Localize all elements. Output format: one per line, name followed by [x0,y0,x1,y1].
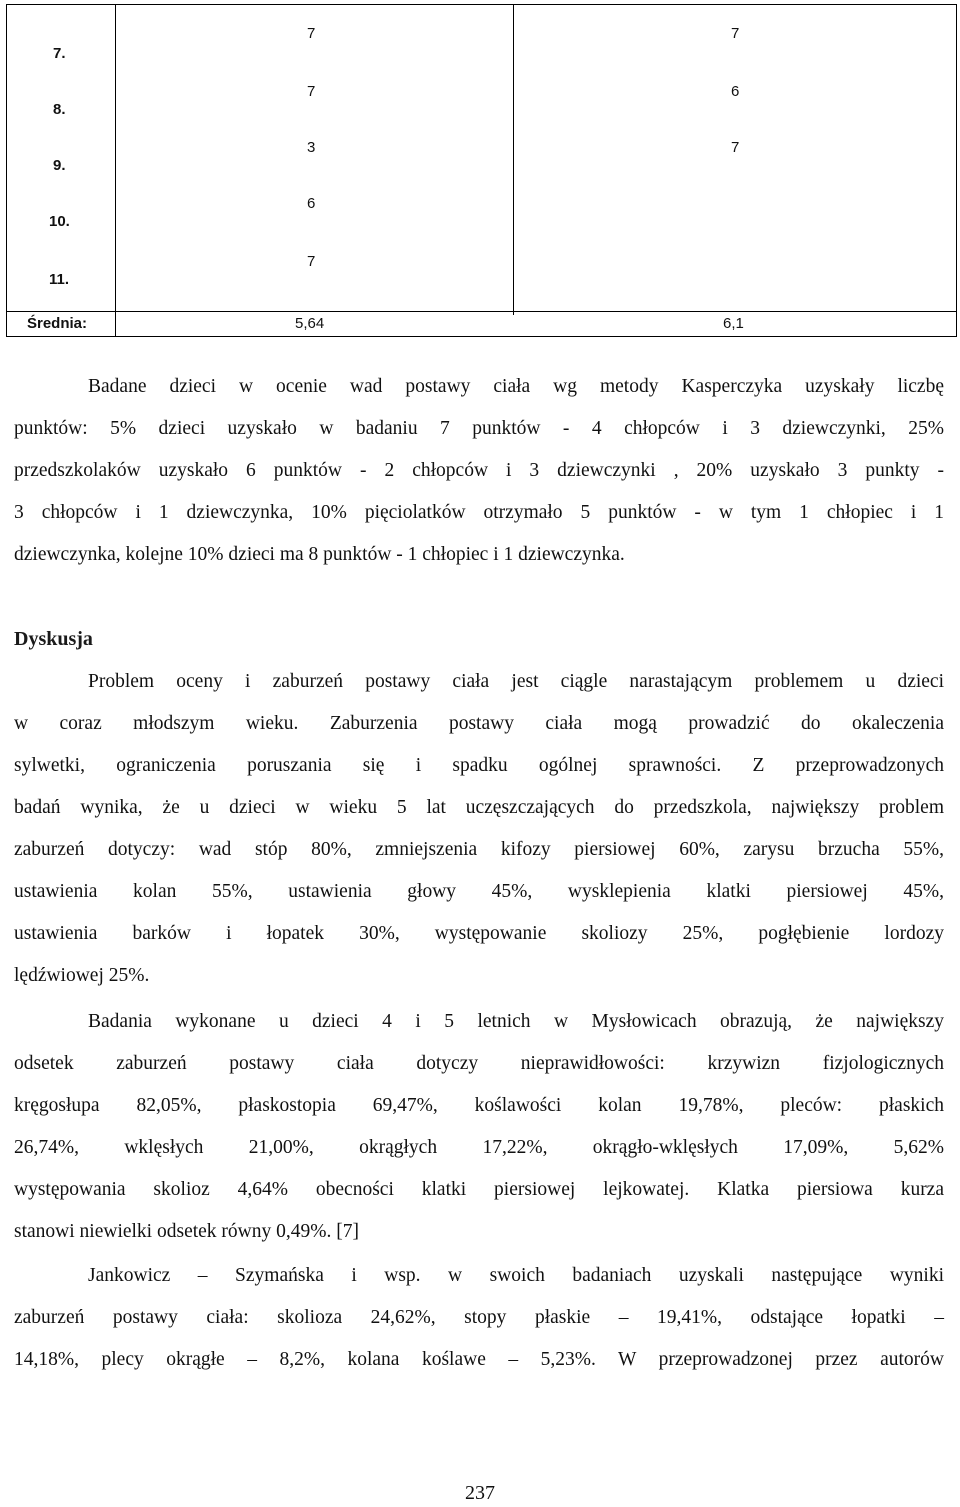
value-cell: 7 [731,25,740,42]
text-line: ustawienia kolan 55%, ustawienia głowy 45%, wysklepienia klatki piersiowej 45%, [14,881,944,902]
text-line: badań wynika, że u dzieci w wieku 5 lat uczęszczających do przedszkola, największy problem [14,797,944,818]
text-line: Badane dzieci w ocenie wad postawy ciała wg metody Kasperczyka uzyskały liczbę [88,376,944,397]
text-line: zaburzeń postawy ciała: skolioza 24,62%, stopy płaskie – 19,41%, odstające łopatki – [14,1307,944,1328]
average-label: Średnia: [27,315,88,332]
page-number: 237 [465,1482,495,1504]
row-number: 8. [53,101,66,118]
table-divider [7,311,956,312]
row-number: 11. [49,271,70,288]
paragraph-jankowicz [14,1255,944,1381]
paragraph-myslowice [14,1001,944,1253]
row-number: 7. [53,45,66,62]
row-number: 10. [49,213,70,230]
section-heading: Dyskusja [14,628,93,650]
value-cell: 7 [307,25,316,42]
text-line: Problem oceny i zaburzeń postawy ciała jest ciągle narastającym problemem u dzieci [88,671,944,692]
table-divider [115,5,116,336]
value-cell: 6 [307,195,316,212]
text-line: lędźwiowej 25%. [14,965,150,986]
paragraph-results [14,366,944,576]
text-line: w coraz młodszym wieku. Zaburzenia postawy ciała mogą prowadzić do okaleczenia [14,713,944,734]
text-line: ustawienia barków i łopatek 30%, występowanie skoliozy 25%, pogłębienie lordozy [14,923,944,944]
value-cell: 6 [731,83,740,100]
text-line: kręgosłupa 82,05%, płaskostopia 69,47%, koślawości kolan 19,78%, pleców: płaskich [14,1095,944,1116]
text-line: 14,18%, plecy okrągłe – 8,2%, kolana koślawe – 5,23%. W przeprowadzonej przez autorów [14,1349,944,1370]
text-line: dziewczynka, kolejne 10% dzieci ma 8 punktów - 1 chłopiec i 1 dziewczynka. [14,544,625,565]
text-line: stanowi niewielki odsetek równy 0,49%. [7] [14,1221,359,1242]
value-cell: 7 [307,83,316,100]
average-value: 6,1 [723,315,744,332]
value-cell: 7 [731,139,740,156]
value-cell: 3 [307,139,316,156]
text-line: 26,74%, wklęsłych 21,00%, okrągłych 17,22%, okrągło-wklęsłych 17,09%, 5,62% [14,1137,944,1158]
text-line: odsetek zaburzeń postawy ciała dotyczy nieprawidłowości: krzywizn fizjologicznych [14,1053,944,1074]
table-divider [513,5,514,315]
text-line: Badania wykonane u dzieci 4 i 5 letnich w Mysłowicach obrazują, że największy [88,1011,944,1032]
text-line: przedszkolaków uzyskało 6 punktów - 2 chłopców i 3 dziewczynki , 20% uzyskało 3 punkty - [14,460,944,481]
paragraph-discussion [14,661,944,997]
value-cell: 7 [307,253,316,270]
text-line: sylwetki, ograniczenia poruszania się i spadku ogólnej sprawności. Z przeprowadzonych [14,755,944,776]
text-line: Jankowicz – Szymańska i wsp. w swoich badaniach uzyskali następujące wyniki [88,1265,944,1286]
results-table [6,4,957,337]
row-number: 9. [53,157,66,174]
text-line: punktów: 5% dzieci uzyskało w badaniu 7 punktów - 4 chłopców i 3 dziewczynki, 25% [14,418,944,439]
average-value: 5,64 [295,315,325,332]
text-line: 3 chłopców i 1 dziewczynka, 10% pięciolatków otrzymało 5 punktów - w tym 1 chłopiec i 1 [14,502,944,523]
text-line: zaburzeń dotyczy: wad stóp 80%, zmniejszenia kifozy piersiowej 60%, zarysu brzucha 55%, [14,839,944,860]
text-line: występowania skolioz 4,64% obecności klatki piersiowej lejkowatej. Klatka piersiowa kurza [14,1179,944,1200]
